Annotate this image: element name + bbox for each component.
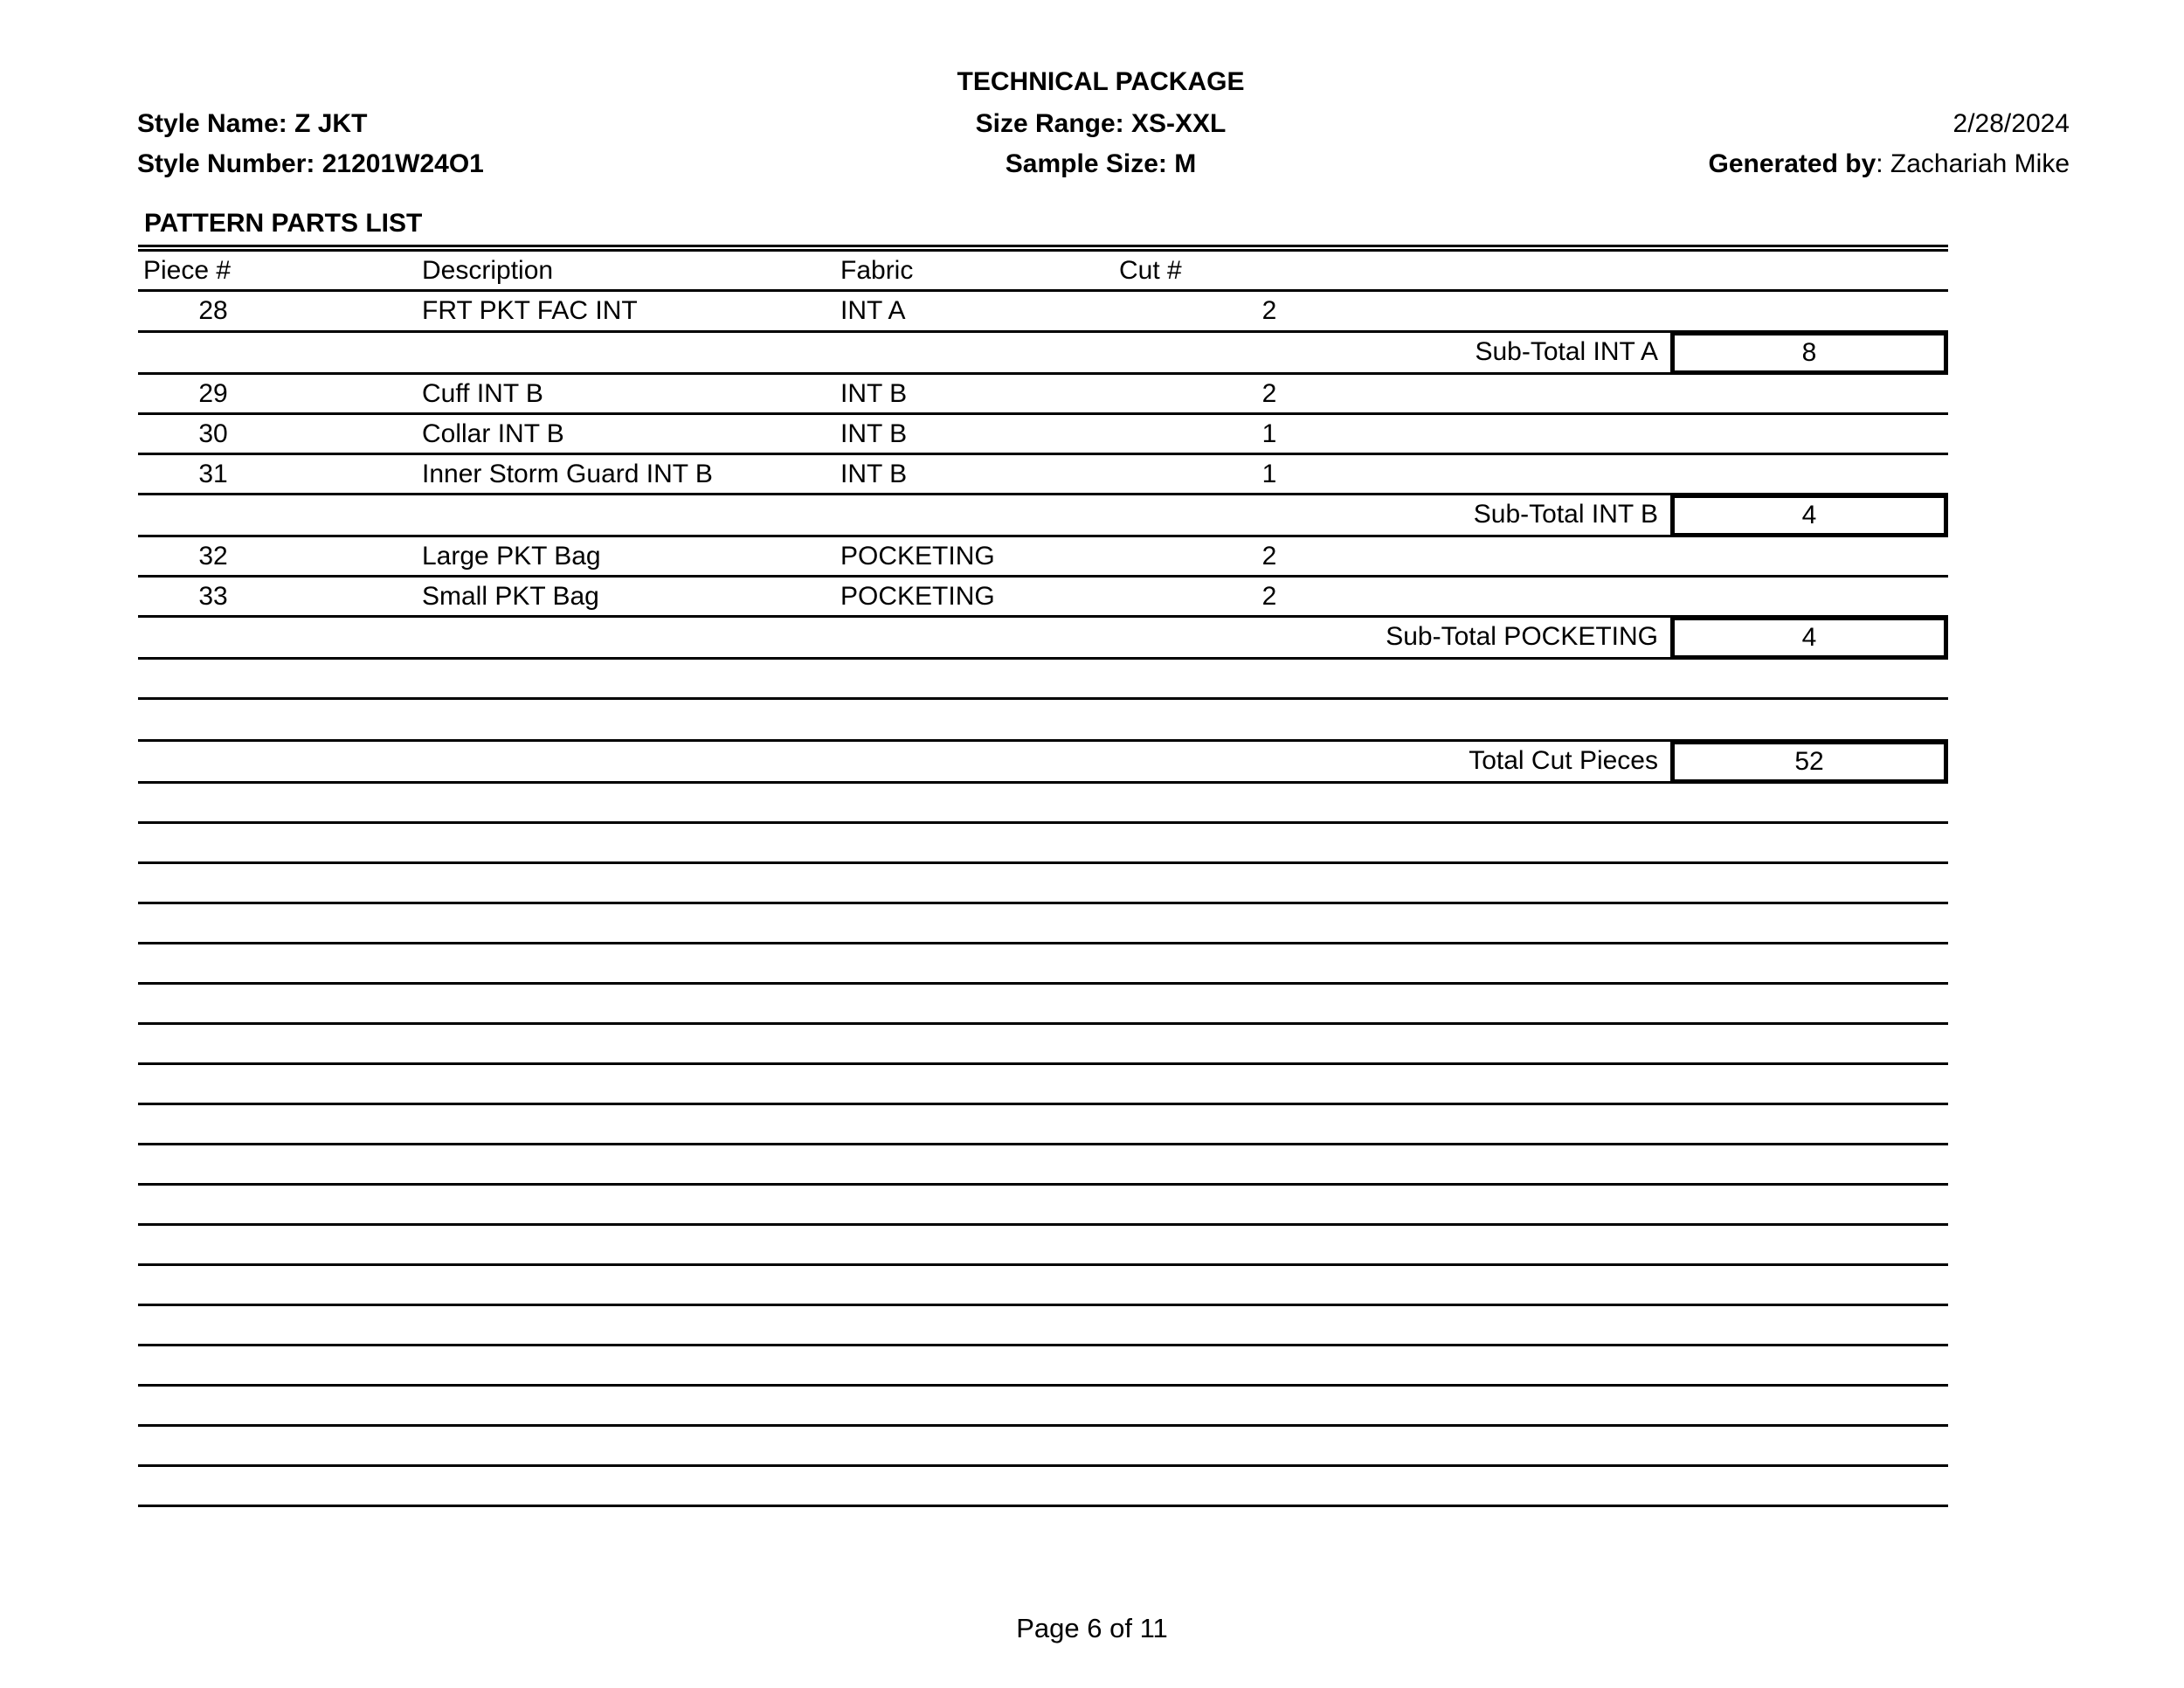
total-value-box: 52 xyxy=(1670,740,1948,784)
column-header-piece: Piece # xyxy=(143,256,232,285)
empty-row xyxy=(138,904,1948,944)
piece-number-cell: 30 xyxy=(198,419,228,448)
empty-row xyxy=(138,1065,1948,1105)
fabric-cell: POCKETING xyxy=(840,582,995,611)
empty-row xyxy=(138,1186,1948,1226)
total-label: Total Cut Pieces xyxy=(1469,746,1658,775)
subtotal-row xyxy=(138,618,1948,660)
style-name: Style Name: Z JKT xyxy=(137,109,368,138)
piece-number-cell: 32 xyxy=(198,542,228,571)
empty-row xyxy=(138,1467,1948,1507)
subtotal-row xyxy=(138,333,1948,375)
description-cell: Small PKT Bag xyxy=(422,582,599,611)
empty-row xyxy=(138,1105,1948,1145)
size-range: Size Range: XS-XXL xyxy=(975,109,1227,138)
piece-number-cell: 28 xyxy=(198,296,228,325)
description-cell: Large PKT Bag xyxy=(422,542,601,571)
empty-row xyxy=(138,864,1948,904)
empty-row xyxy=(138,944,1948,985)
empty-row xyxy=(138,1387,1948,1427)
description-cell: Collar INT B xyxy=(422,419,564,448)
table-row xyxy=(138,415,1948,455)
fabric-cell: INT B xyxy=(840,419,908,448)
column-header-cut: Cut # xyxy=(1119,256,1182,285)
empty-row xyxy=(138,1145,1948,1186)
cut-count-cell: 1 xyxy=(1261,460,1277,488)
empty-row xyxy=(138,1346,1948,1387)
cut-count-cell: 2 xyxy=(1261,379,1277,408)
subtotal-label: Sub-Total POCKETING xyxy=(1386,622,1658,651)
generated-by xyxy=(1709,149,2070,180)
cut-count-cell: 2 xyxy=(1261,296,1277,325)
section-title: PATTERN PARTS LIST xyxy=(144,209,423,238)
table-row xyxy=(138,455,1948,495)
subtotal-label: Sub-Total INT A xyxy=(1475,337,1658,366)
table-body xyxy=(138,292,1948,1507)
empty-row xyxy=(138,1427,1948,1467)
empty-row xyxy=(138,824,1948,864)
subtotal-row xyxy=(138,495,1948,537)
document-title: TECHNICAL PACKAGE xyxy=(957,67,1245,96)
table-header-row xyxy=(138,252,1948,292)
description-cell: Inner Storm Guard INT B xyxy=(422,460,713,488)
cut-count-cell: 2 xyxy=(1261,582,1277,611)
sample-size: Sample Size: M xyxy=(1005,149,1197,178)
empty-row xyxy=(138,700,1948,742)
table-row xyxy=(138,537,1948,578)
empty-row xyxy=(138,660,1948,700)
description-cell: Cuff INT B xyxy=(422,379,543,408)
table-row xyxy=(138,375,1948,415)
generated-by-value: : Zachariah Mike xyxy=(1876,149,2070,178)
empty-row xyxy=(138,1226,1948,1266)
fabric-cell: INT A xyxy=(840,296,906,325)
cut-count-cell: 1 xyxy=(1261,419,1277,448)
empty-row xyxy=(138,985,1948,1025)
pattern-parts-table xyxy=(138,245,1948,1507)
subtotal-value-box: 8 xyxy=(1670,331,1948,375)
empty-row xyxy=(138,1306,1948,1346)
subtotal-value-box: 4 xyxy=(1670,616,1948,660)
fabric-cell: INT B xyxy=(840,460,908,488)
column-header-fabric: Fabric xyxy=(840,256,914,285)
table-row xyxy=(138,578,1948,618)
empty-row xyxy=(138,1266,1948,1306)
fabric-cell: INT B xyxy=(840,379,908,408)
document-date: 2/28/2024 xyxy=(1952,109,2070,138)
style-number: Style Number: 21201W24O1 xyxy=(137,149,484,178)
subtotal-value-box: 4 xyxy=(1670,494,1948,537)
subtotal-label: Sub-Total INT B xyxy=(1473,500,1658,529)
generated-by-label: Generated by xyxy=(1708,149,1876,178)
piece-number-cell: 29 xyxy=(198,379,228,408)
piece-number-cell: 31 xyxy=(198,460,228,488)
column-header-description: Description xyxy=(422,256,554,285)
page-number: Page 6 of 11 xyxy=(1016,1613,1168,1643)
table-top-rule xyxy=(138,245,1948,252)
fabric-cell: POCKETING xyxy=(840,542,995,571)
table-row xyxy=(138,292,1948,333)
empty-row xyxy=(138,784,1948,824)
total-row xyxy=(138,742,1948,784)
piece-number-cell: 33 xyxy=(198,582,228,611)
description-cell: FRT PKT FAC INT xyxy=(422,296,638,325)
empty-row xyxy=(138,1025,1948,1065)
cut-count-cell: 2 xyxy=(1261,542,1277,571)
